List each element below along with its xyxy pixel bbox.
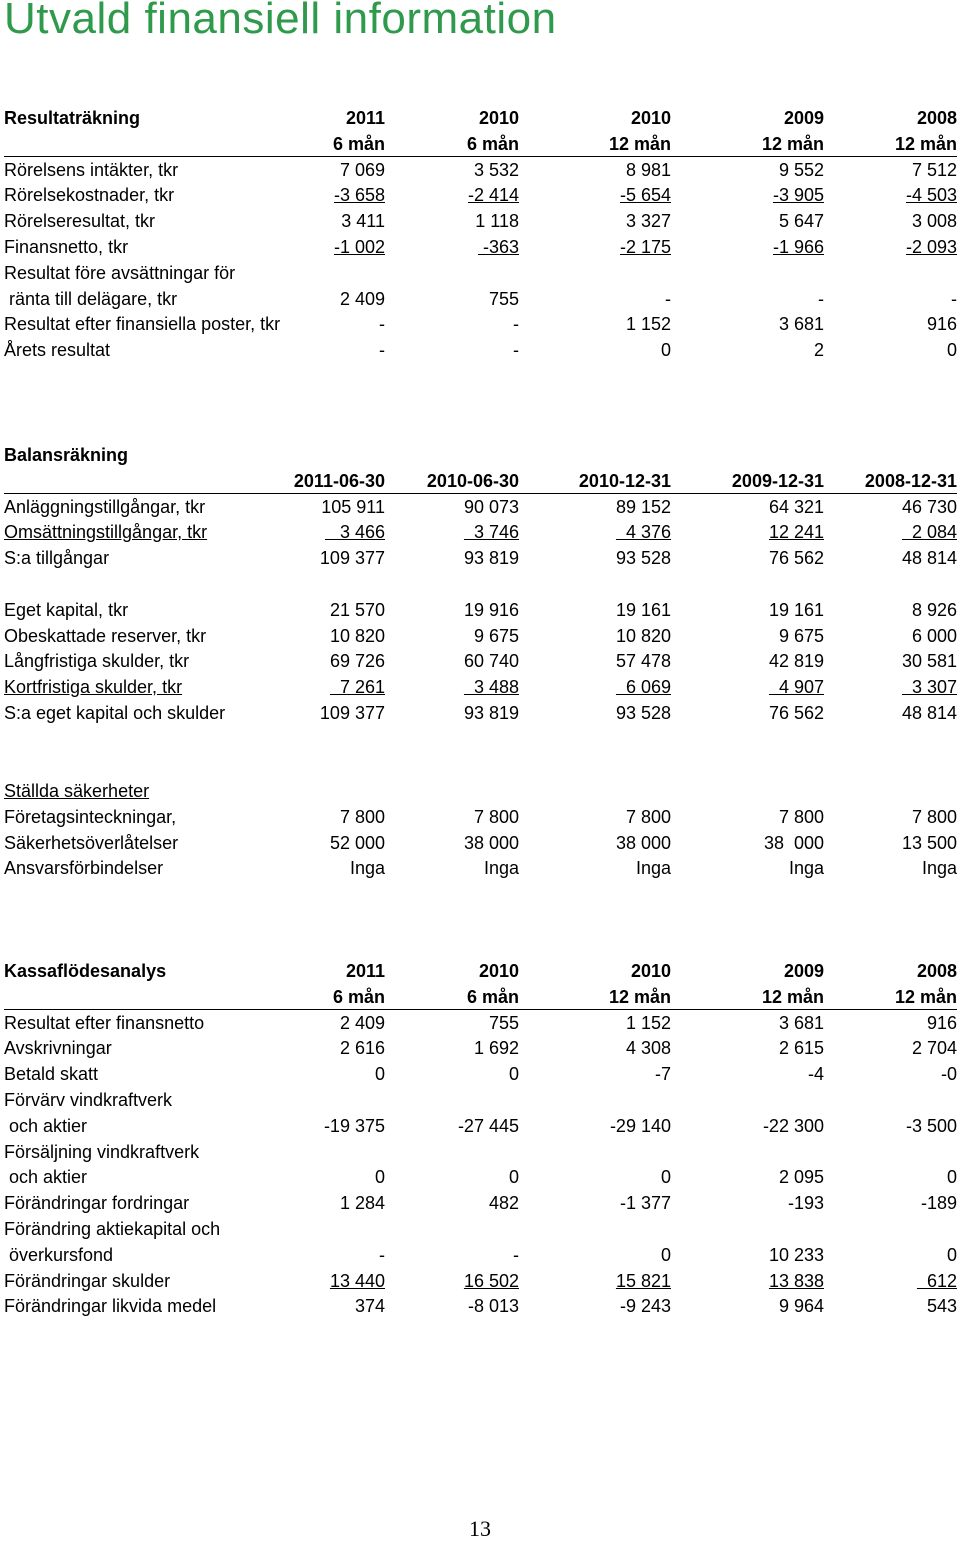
- year-header: 2009: [783, 108, 824, 128]
- row-label: Resultat efter finansnetto: [4, 1012, 205, 1033]
- table-row: [4, 261, 957, 287]
- row-value: 2 084: [901, 522, 957, 543]
- row-value: 2 095: [778, 1167, 824, 1188]
- row-value: -: [513, 1244, 519, 1265]
- row-value: -: [513, 340, 519, 361]
- row-value: 0: [946, 340, 957, 361]
- row-value: 1 152: [625, 314, 671, 335]
- row-value: 3 681: [778, 1012, 824, 1033]
- row-value: 374: [354, 1296, 385, 1317]
- table-row: [4, 235, 957, 261]
- table-row: [4, 1114, 957, 1140]
- row-value: -: [951, 288, 957, 309]
- year-header: 2010: [630, 108, 671, 128]
- row-label: Försäljning vindkraftverk: [4, 1141, 200, 1162]
- row-value: -27 445: [457, 1115, 519, 1136]
- period-header: 12 mån: [608, 133, 671, 154]
- table-row: [4, 338, 957, 364]
- period-header: 6 mån: [332, 133, 385, 154]
- row-value: 0: [660, 340, 671, 361]
- row-value: 3 746: [463, 522, 519, 543]
- balance-sheet-table: [4, 443, 957, 727]
- row-label: Resultat efter finansiella poster, tkr: [4, 314, 281, 335]
- table-row: [4, 1036, 957, 1062]
- table-row: [4, 598, 957, 624]
- year-header: 2008: [916, 108, 957, 128]
- balance-rows: [4, 495, 957, 727]
- row-value: 76 562: [768, 702, 824, 723]
- row-value: 13 838: [768, 1270, 824, 1291]
- row-label: Företagsinteckningar,: [4, 806, 177, 827]
- row-label: Förändringar fordringar: [4, 1193, 190, 1214]
- period-header: 12 mån: [608, 986, 671, 1007]
- table-row: [4, 1165, 957, 1191]
- row-value: 19 161: [615, 599, 671, 620]
- row-value: -363: [477, 236, 519, 257]
- row-value: 0: [508, 1064, 519, 1085]
- row-value: -: [379, 1244, 385, 1265]
- row-value: 10 820: [329, 625, 385, 646]
- period-header: 12 mån: [761, 133, 824, 154]
- table-row: [4, 1217, 957, 1243]
- row-value: -1 377: [619, 1193, 671, 1214]
- row-label: Förändringar likvida medel: [4, 1296, 217, 1317]
- row-value: 69 726: [329, 651, 385, 672]
- table-row: [4, 831, 957, 857]
- row-value: 38 000: [615, 832, 671, 853]
- row-value: 3 532: [473, 159, 519, 180]
- row-value: 48 814: [901, 702, 957, 723]
- row-value: 755: [488, 1012, 519, 1033]
- row-label: Förvärv vindkraftverk: [4, 1089, 173, 1110]
- collateral-heading: Ställda säkerheter: [4, 781, 150, 801]
- table-row: [4, 1011, 957, 1037]
- row-value: 0: [660, 1167, 671, 1188]
- period-header: 6 mån: [466, 133, 519, 154]
- year-header: 2008: [916, 961, 957, 981]
- table-row: [4, 1062, 957, 1088]
- table-row: [4, 572, 957, 598]
- row-value: 7 800: [778, 806, 824, 827]
- row-value: 89 152: [615, 496, 671, 517]
- page-title: Utvald finansiell information: [4, 0, 557, 43]
- period-header: 12 mån: [761, 986, 824, 1007]
- row-value: -: [379, 314, 385, 335]
- row-value: 8 926: [911, 599, 957, 620]
- row-value: 916: [926, 314, 957, 335]
- row-label: Rörelsens intäkter, tkr: [4, 159, 179, 180]
- row-value: 9 964: [778, 1296, 824, 1317]
- table-row: [4, 287, 957, 313]
- row-label: Kortfristiga skulder, tkr: [4, 677, 183, 698]
- row-label: Långfristiga skulder, tkr: [4, 651, 190, 672]
- row-value: -2 414: [467, 185, 519, 206]
- income-heading: Resultaträkning: [4, 108, 141, 128]
- row-label: S:a tillgångar: [4, 548, 110, 569]
- row-value: 1 284: [339, 1193, 385, 1214]
- row-value: 2: [813, 340, 824, 361]
- row-value: -3 905: [772, 185, 824, 206]
- table-row: [4, 1088, 957, 1114]
- row-value: 755: [488, 288, 519, 309]
- row-value: 0: [508, 1167, 519, 1188]
- row-value: 0: [374, 1064, 385, 1085]
- row-value: 6 000: [911, 625, 957, 646]
- row-value: -8 013: [467, 1296, 519, 1317]
- row-value: 612: [916, 1270, 957, 1291]
- table-row: [4, 1243, 957, 1269]
- row-value: 21 570: [329, 599, 385, 620]
- year-header: 2010: [478, 108, 519, 128]
- row-value: 93 528: [615, 548, 671, 569]
- balance-heading-row: [4, 443, 957, 469]
- row-value: 3 307: [901, 677, 957, 698]
- row-value: Inga: [349, 858, 385, 879]
- row-value: 543: [926, 1296, 957, 1317]
- row-value: 46 730: [901, 496, 957, 517]
- table-row: [4, 520, 957, 546]
- row-value: -3 500: [905, 1115, 957, 1136]
- row-value: 109 377: [319, 702, 385, 723]
- row-value: Inga: [483, 858, 519, 879]
- date-header: 2011-06-30: [293, 470, 385, 491]
- row-value: -: [379, 340, 385, 361]
- row-value: 2 409: [339, 1012, 385, 1033]
- collateral-rows: [4, 805, 957, 882]
- row-label: Betald skatt: [4, 1064, 99, 1085]
- row-label: ränta till delägare, tkr: [4, 288, 178, 309]
- row-value: -9 243: [619, 1296, 671, 1317]
- balance-heading: Balansräkning: [4, 445, 129, 465]
- table-row: [4, 1294, 957, 1320]
- row-label: Anläggningstillgångar, tkr: [4, 496, 206, 517]
- row-value: -: [513, 314, 519, 335]
- row-value: 7 261: [329, 677, 385, 698]
- row-value: Inga: [788, 858, 824, 879]
- cashflow-header-periods: [4, 985, 957, 1011]
- table-row: [4, 312, 957, 338]
- table-row: [4, 624, 957, 650]
- income-rows: [4, 158, 957, 364]
- table-row: [4, 649, 957, 675]
- row-value: -: [665, 288, 671, 309]
- row-label: S:a eget kapital och skulder: [4, 702, 226, 723]
- cashflow-table: [4, 959, 957, 1320]
- year-header: 2009: [783, 961, 824, 981]
- income-header-years: [4, 106, 957, 132]
- row-value: 2 409: [339, 288, 385, 309]
- row-value: Inga: [635, 858, 671, 879]
- row-value: 13 440: [329, 1270, 385, 1291]
- period-header: 6 mån: [466, 986, 519, 1007]
- row-value: 12 241: [768, 522, 824, 543]
- table-row: [4, 805, 957, 831]
- row-label: Förändring aktiekapital och: [4, 1218, 221, 1239]
- row-value: -2 093: [905, 236, 957, 257]
- row-value: 60 740: [463, 651, 519, 672]
- row-value: 7 800: [625, 806, 671, 827]
- table-row: [4, 495, 957, 521]
- row-value: 0: [946, 1244, 957, 1265]
- year-header: 2010: [478, 961, 519, 981]
- row-label: Rörelsekostnader, tkr: [4, 185, 175, 206]
- row-value: 3 466: [324, 522, 385, 543]
- table-row: [4, 856, 957, 882]
- row-value: 3 488: [463, 677, 519, 698]
- collateral-table: [4, 779, 957, 882]
- row-value: 15 821: [615, 1270, 671, 1291]
- row-value: 4 907: [768, 677, 824, 698]
- cashflow-header-years: [4, 959, 957, 985]
- row-label: Årets resultat: [4, 340, 111, 361]
- table-row: [4, 546, 957, 572]
- row-value: -3 658: [333, 185, 385, 206]
- row-value: -22 300: [762, 1115, 824, 1136]
- row-value: 9 675: [778, 625, 824, 646]
- row-value: 19 161: [768, 599, 824, 620]
- row-value: 93 819: [463, 548, 519, 569]
- table-row: [4, 1269, 957, 1295]
- income-statement-table: [4, 106, 957, 364]
- row-value: 64 321: [768, 496, 824, 517]
- date-header: 2010-06-30: [426, 470, 519, 491]
- row-value: -29 140: [609, 1115, 671, 1136]
- row-label: Säkerhetsöverlåtelser: [4, 832, 179, 853]
- cashflow-heading: Kassaflödesanalys: [4, 961, 167, 981]
- row-value: 10 820: [615, 625, 671, 646]
- row-value: 93 819: [463, 702, 519, 723]
- row-value: 4 308: [625, 1038, 671, 1059]
- balance-header-dates: [4, 469, 957, 495]
- row-value: 1 152: [625, 1012, 671, 1033]
- row-value: 10 233: [768, 1244, 824, 1265]
- row-value: -7: [654, 1064, 671, 1085]
- row-value: 7 800: [339, 806, 385, 827]
- row-value: 38 000: [763, 832, 824, 853]
- row-value: -0: [940, 1064, 957, 1085]
- row-label: Rörelseresultat, tkr: [4, 211, 156, 232]
- row-value: -2 175: [619, 236, 671, 257]
- row-label: Förändringar skulder: [4, 1270, 171, 1291]
- row-value: 0: [374, 1167, 385, 1188]
- row-value: 8 981: [625, 159, 671, 180]
- row-value: 109 377: [319, 548, 385, 569]
- row-value: 0: [946, 1167, 957, 1188]
- row-label: och aktier: [4, 1115, 88, 1136]
- row-value: -1 002: [333, 236, 385, 257]
- row-value: 42 819: [768, 651, 824, 672]
- row-value: 105 911: [321, 496, 385, 517]
- year-header: 2011: [345, 961, 385, 981]
- row-value: 76 562: [768, 548, 824, 569]
- row-value: 1 692: [473, 1038, 519, 1059]
- row-value: 9 675: [473, 625, 519, 646]
- row-value: 9 552: [778, 159, 824, 180]
- row-value: 90 073: [463, 496, 519, 517]
- row-value: 7 069: [339, 159, 385, 180]
- row-value: -4: [807, 1064, 824, 1085]
- year-header: 2010: [630, 961, 671, 981]
- table-row: [4, 183, 957, 209]
- row-value: 3 411: [341, 211, 385, 232]
- table-row: [4, 675, 957, 701]
- period-header: 6 mån: [332, 986, 385, 1007]
- row-value: 5 647: [778, 211, 824, 232]
- row-label: Finansnetto, tkr: [4, 236, 129, 257]
- row-value: -189: [920, 1193, 957, 1214]
- row-value: 57 478: [615, 651, 671, 672]
- row-value: 3 681: [778, 314, 824, 335]
- row-value: 2 616: [339, 1038, 385, 1059]
- row-label: Eget kapital, tkr: [4, 599, 129, 620]
- row-value: 7 800: [473, 806, 519, 827]
- row-label: Omsättningstillgångar, tkr: [4, 522, 208, 543]
- row-value: 38 000: [463, 832, 519, 853]
- row-label: Resultat före avsättningar för: [4, 262, 236, 283]
- row-value: -5 654: [619, 185, 671, 206]
- income-header-periods: [4, 132, 957, 158]
- row-value: 916: [926, 1012, 957, 1033]
- table-row: [4, 1140, 957, 1166]
- row-value: 7 512: [911, 159, 957, 180]
- row-value: 13 500: [901, 832, 957, 853]
- date-header: 2008-12-31: [864, 470, 957, 491]
- row-value: -1 966: [772, 236, 824, 257]
- row-value: 52 000: [329, 832, 385, 853]
- row-value: 2 704: [911, 1038, 957, 1059]
- table-row: [4, 209, 957, 235]
- collateral-heading-row: [4, 779, 957, 805]
- row-label: överkursfond: [4, 1244, 114, 1265]
- row-value: -4 503: [905, 185, 957, 206]
- row-value: 30 581: [901, 651, 957, 672]
- row-value: -19 375: [323, 1115, 385, 1136]
- row-value: -193: [787, 1193, 824, 1214]
- row-value: 16 502: [463, 1270, 519, 1291]
- year-header: 2011: [345, 108, 385, 128]
- date-header: 2009-12-31: [731, 470, 824, 491]
- table-row: [4, 1191, 957, 1217]
- row-value: 0: [660, 1244, 671, 1265]
- row-value: 3 327: [625, 211, 671, 232]
- row-label: och aktier: [4, 1167, 88, 1188]
- row-value: 93 528: [615, 702, 671, 723]
- row-value: 482: [488, 1193, 519, 1214]
- row-value: 7 800: [911, 806, 957, 827]
- row-value: 48 814: [901, 548, 957, 569]
- row-value: 3 008: [911, 211, 957, 232]
- row-value: 4 376: [615, 522, 671, 543]
- period-header: 12 mån: [894, 133, 957, 154]
- table-row: [4, 158, 957, 184]
- row-value: 6 069: [615, 677, 671, 698]
- row-value: Inga: [921, 858, 957, 879]
- row-value: -: [818, 288, 824, 309]
- row-label: Obeskattade reserver, tkr: [4, 625, 207, 646]
- cashflow-rows: [4, 1011, 957, 1321]
- row-value: 1 118: [475, 211, 519, 232]
- table-row: [4, 701, 957, 727]
- period-header: 12 mån: [894, 986, 957, 1007]
- date-header: 2010-12-31: [578, 470, 671, 491]
- row-label: Avskrivningar: [4, 1038, 112, 1059]
- row-value: 19 916: [463, 599, 519, 620]
- page-number: 13: [469, 1516, 491, 1541]
- row-value: 2 615: [778, 1038, 824, 1059]
- row-label: Ansvarsförbindelser: [4, 858, 164, 879]
